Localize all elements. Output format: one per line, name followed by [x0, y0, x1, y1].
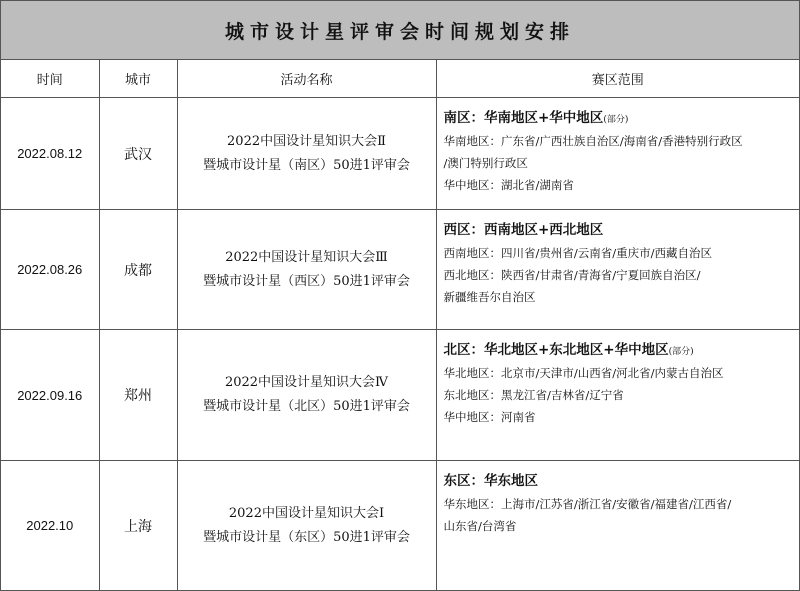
activity-line-1: 2022中国设计星知识大会Ⅲ [225, 249, 388, 265]
region-heading [444, 106, 794, 126]
region-heading-text: 南区：华南地区+华中地区 [443, 110, 604, 126]
header-region: 赛区范围 [436, 60, 799, 98]
header-activity: 活动名称 [177, 60, 436, 98]
cell-city: 郑州 [99, 330, 177, 461]
activity-line-2: 暨城市设计星（东区）50进1评审会 [203, 529, 410, 545]
cell-city: 武汉 [99, 98, 177, 210]
region-heading-note: (部分) [603, 115, 629, 125]
activity-line-2: 暨城市设计星（北区）50进1评审会 [203, 399, 410, 414]
region-line: 新疆维吾尔自治区 [443, 290, 536, 304]
table-row [1, 461, 799, 591]
region-line: 华南地区：广东省/广西壮族自治区/海南省/香港特别行政区 [443, 134, 743, 148]
cell-time: 2022.10 [1, 461, 99, 591]
activity-line-2: 暨城市设计星（南区）50进1评审会 [203, 157, 410, 173]
table-row [1, 210, 799, 330]
cell-city: 成都 [99, 210, 177, 330]
table-row [1, 98, 799, 210]
table-body [1, 98, 799, 591]
region-line: 东北地区：黑龙江省/吉林省/辽宁省 [443, 388, 624, 402]
region-heading [444, 218, 794, 238]
cell-time: 2022.08.26 [1, 210, 99, 330]
region-line: /澳门特别行政区 [443, 156, 528, 170]
cell-region [436, 330, 799, 461]
region-heading-text: 北区：华北地区+东北地区+华中地区 [443, 342, 669, 358]
cell-activity [177, 98, 436, 210]
region-heading [444, 469, 794, 489]
page-title: 城市设计星评审会时间规划安排 [1, 1, 799, 60]
region-line: 山东省/台湾省 [443, 519, 517, 533]
table-row [1, 330, 799, 461]
region-heading-text: 东区：华东地区 [443, 473, 538, 489]
region-line: 西北地区：陕西省/甘肃省/青海省/宁夏回族自治区/ [443, 268, 701, 282]
activity-line-1: 2022中国设计星知识大会Ⅳ [224, 375, 389, 390]
cell-activity [177, 210, 436, 330]
region-line: 华东地区：上海市/江苏省/浙江省/安徽省/福建省/江西省/ [443, 497, 732, 511]
region-line: 华北地区：北京市/天津市/山西省/河北省/内蒙古自治区 [443, 366, 724, 380]
region-line: 华中地区：河南省 [443, 410, 536, 424]
region-heading-note: (部分) [668, 347, 694, 357]
cell-activity [177, 461, 436, 591]
cell-region [436, 210, 799, 330]
cell-city: 上海 [99, 461, 177, 591]
region-heading-text: 西区：西南地区+西北地区 [443, 222, 604, 238]
cell-time: 2022.08.12 [1, 98, 99, 210]
header-time: 时间 [1, 60, 99, 98]
cell-region [436, 98, 799, 210]
activity-line-1: 2022中国设计星知识大会Ⅰ [228, 505, 385, 521]
region-heading [444, 338, 794, 358]
cell-time: 2022.09.16 [1, 330, 99, 461]
header-city: 城市 [99, 60, 177, 98]
activity-line-2: 暨城市设计星（西区）50进1评审会 [203, 273, 410, 289]
cell-region [436, 461, 799, 591]
activity-line-1: 2022中国设计星知识大会Ⅱ [227, 133, 386, 149]
schedule-table [1, 60, 799, 591]
cell-activity [177, 330, 436, 461]
region-line: 华中地区：湖北省/湖南省 [443, 178, 574, 192]
table-header-row [1, 60, 799, 98]
region-line: 西南地区：四川省/贵州省/云南省/重庆市/西藏自治区 [443, 246, 712, 260]
